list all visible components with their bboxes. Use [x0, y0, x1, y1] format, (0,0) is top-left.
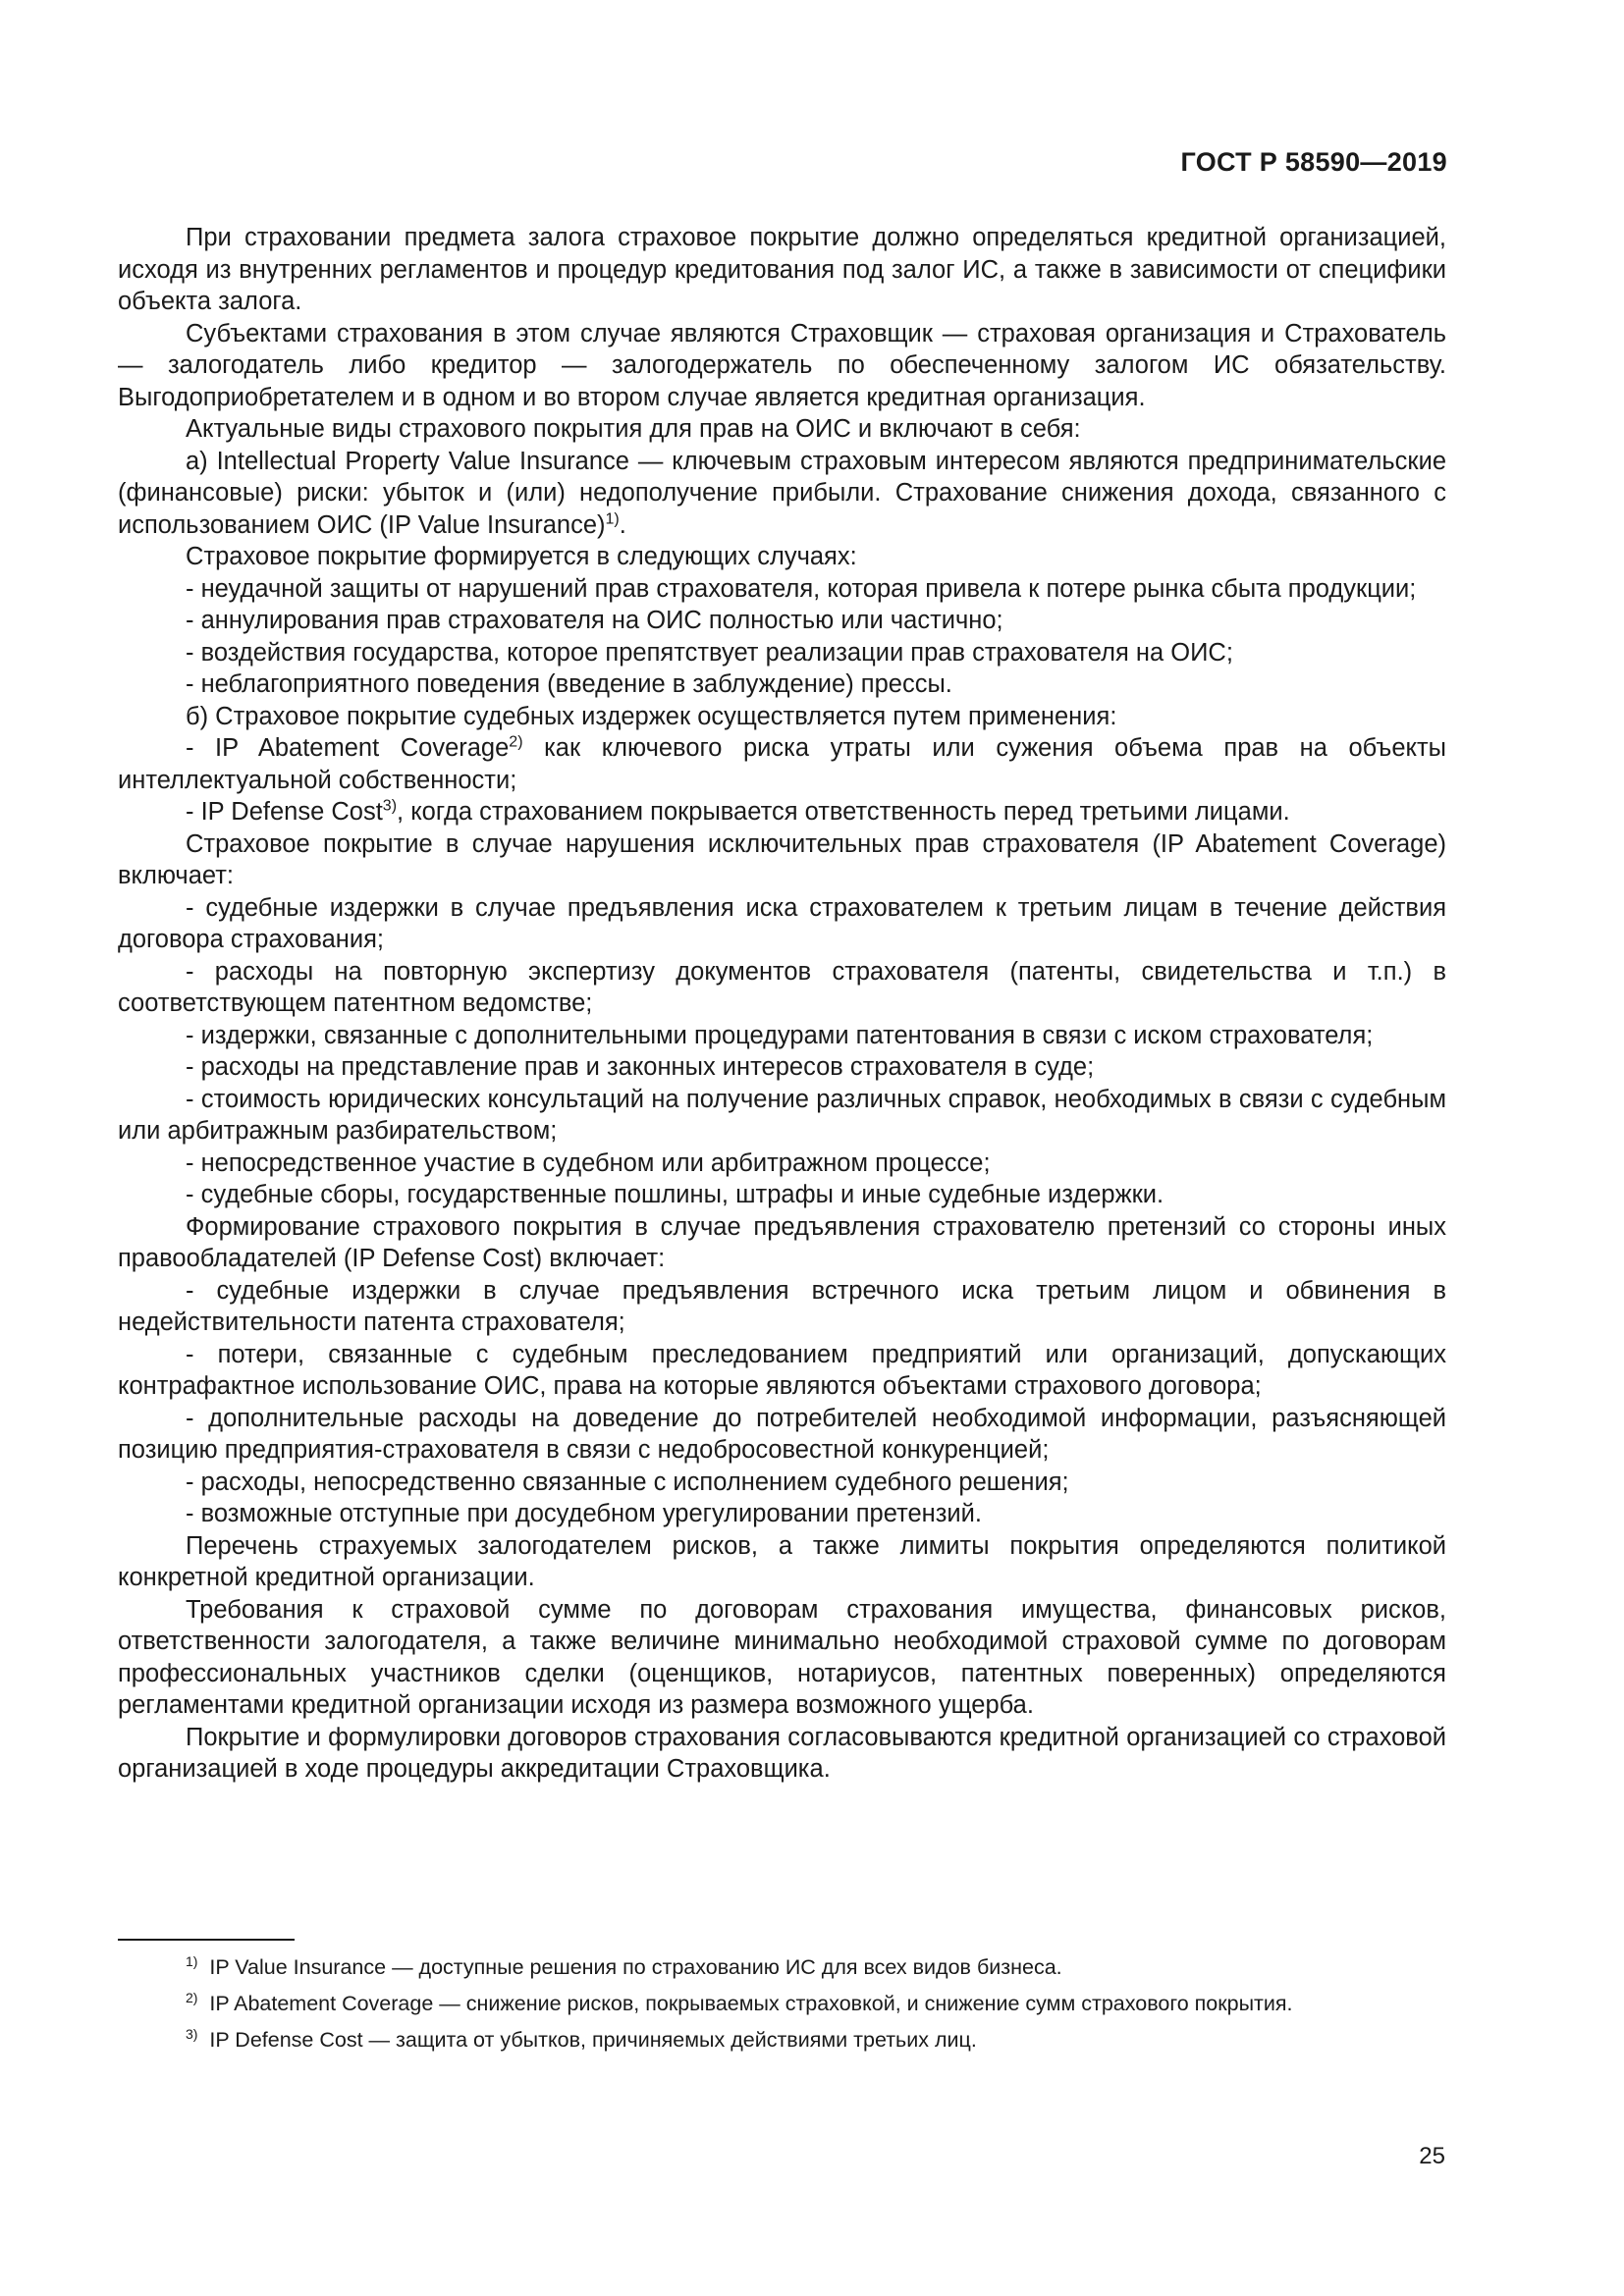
footnote-mark: 3) — [186, 2025, 198, 2042]
footnote — [118, 1990, 1446, 2018]
paragraph-text-continued: . — [619, 510, 626, 539]
paragraph-text: - судебные издержки в случае предъявления иска страхователем к третьим лицам в течение действия договора страхования; — [118, 893, 1446, 953]
paragraph — [118, 446, 1446, 542]
paragraph — [118, 1722, 1446, 1786]
paragraph-text: - аннулирования прав страхователя на ОИС полностью или частично; — [186, 607, 1003, 634]
paragraph-text: б) Страховое покрытие судебных издержек осуществляется путем применения: — [186, 702, 1117, 730]
paragraph — [118, 1051, 1446, 1084]
paragraph-text: При страховании предмета залога страховое покрытие должно определяться кредитной организацией, исходя из внутренних регламентов и процедур кредитования под залог ИС, а также в зависимости от специфики объекта залога. — [118, 224, 1446, 315]
footnote-reference: 3) — [382, 797, 398, 815]
paragraph-text: - IP Defense Cost — [186, 798, 383, 826]
paragraph-text: - возможные отступные при досудебном урегулировании претензий. — [186, 1500, 982, 1527]
paragraph-text: - дополнительные расходы на доведение до потребителей необходимой информации, разъясняющей позицию предприятия-страхователя в связи с недобросовестной конкуренцией; — [118, 1404, 1446, 1464]
footnote-reference: 1) — [605, 510, 620, 527]
body-text — [118, 222, 1446, 1786]
paragraph — [118, 1498, 1446, 1530]
footnote-text: IP Defense Cost — защита от убытков, причиняемых действиями третьих лиц. — [209, 2028, 977, 2052]
paragraph-text-continued: как ключевого риска утраты или сужения объема прав на объекты интеллектуальной собственности; — [118, 734, 1446, 794]
paragraph — [118, 1530, 1446, 1594]
paragraph — [118, 956, 1446, 1020]
paragraph-text: Требования к страховой сумме по договорам страхования имущества, финансовых рисков, ответственности залогодателя, а также величине минимально необходимой страховой сумме по договорам профессиональных участников сделки (оценщиков, нотариусов, патентных поверенных) определяются регламентами кредитной организации исходя из размера возможного ущерба. — [118, 1595, 1446, 1719]
paragraph-text: - расходы на представление прав и законных интересов страхователя в суде; — [186, 1053, 1095, 1081]
footnote-separator — [118, 1939, 295, 1941]
footnote-reference: 2) — [509, 733, 523, 751]
paragraph — [118, 318, 1446, 414]
paragraph-text: Субъектами страхования в этом случае являются Страховщик — страховая организация и Страхователь — залогодатель либо кредитор — залогодержатель по обеспеченному залогом ИС обязательству. Выгодоприобретателем и в одном и во втором случае является кредитная организация. — [118, 319, 1446, 411]
paragraph-text: - неблагоприятного поведения (введение в заблуждение) прессы. — [186, 670, 952, 698]
paragraph-text: - воздействия государства, которое препятствует реализации прав страхователя на ОИС; — [186, 638, 1233, 667]
paragraph — [118, 637, 1446, 669]
paragraph-text: - потери, связанные с судебным преследованием предприятий или организаций, допускающих контрафактное использование ОИС, права на которые являются объектами страхового договора; — [118, 1340, 1446, 1400]
paragraph-text: Перечень страхуемых залогодателем рисков, а также лимиты покрытия определяются политикой конкретной кредитной организации. — [118, 1531, 1446, 1591]
paragraph — [118, 1339, 1446, 1403]
paragraph — [118, 1148, 1446, 1180]
paragraph — [118, 1467, 1446, 1499]
paragraph — [118, 1211, 1446, 1275]
paragraph-text: - издержки, связанные с дополнительными процедурами патентования в связи с иском страхователя; — [186, 1021, 1374, 1049]
paragraph-text: - непосредственное участие в судебном или арбитражном процессе; — [186, 1148, 991, 1177]
document-code-header: ГОСТ Р 58590—2019 — [1180, 147, 1447, 177]
paragraph — [118, 573, 1446, 606]
paragraph — [118, 1594, 1446, 1722]
paragraph — [118, 413, 1446, 446]
footnotes — [118, 1953, 1446, 2062]
paragraph-text-continued: , когда страхованием покрывается ответственность перед третьими лицами. — [397, 798, 1290, 826]
paragraph — [118, 732, 1446, 796]
paragraph — [118, 1179, 1446, 1211]
footnote — [118, 1953, 1446, 1982]
paragraph-text: а) Intellectual Property Value Insurance — ключевым страховым интересом являются предпринимательские (финансовые) риски: убыток и (или) недополучение прибыли. Страхование снижения дохода, связанного с использованием ОИС (IP Value Insurance) — [118, 447, 1446, 539]
page-number: 25 — [1419, 2143, 1445, 2169]
paragraph — [118, 796, 1446, 828]
paragraph-text: - расходы, непосредственно связанные с исполнением судебного решения; — [186, 1468, 1069, 1496]
paragraph-text: Страховое покрытие формируется в следующих случаях: — [186, 543, 857, 570]
paragraph-text: - судебные сборы, государственные пошлины, штрафы и иные судебные издержки. — [186, 1181, 1164, 1208]
paragraph — [118, 701, 1446, 733]
paragraph — [118, 892, 1446, 956]
paragraph-text: - стоимость юридических консультаций на получение различных справок, необходимых в связи с судебным или арбитражным разбирательством; — [118, 1085, 1446, 1145]
footnote-text: IP Abatement Coverage — снижение рисков, покрываемых страховкой, и снижение сумм страхового покрытия. — [209, 1992, 1293, 2015]
paragraph-text: - расходы на повторную экспертизу документов страхователя (патенты, свидетельства и т.п.) в соответствующем патентном ведомстве; — [118, 957, 1446, 1017]
paragraph — [118, 1403, 1446, 1467]
footnote — [118, 2026, 1446, 2055]
footnote-text: IP Value Insurance — доступные решения по страхованию ИС для всех видов бизнеса. — [209, 1955, 1062, 1979]
paragraph-text: - неудачной защиты от нарушений прав страхователя, которая привела к потере рынка сбыта продукции; — [186, 574, 1417, 603]
paragraph-text: Актуальные виды страхового покрытия для прав на ОИС и включают в себя: — [186, 415, 1081, 443]
paragraph-text: Формирование страхового покрытия в случае предъявления страхователю претензий со стороны иных правообладателей (IP Defense Cost) включает: — [118, 1212, 1446, 1272]
paragraph — [118, 541, 1446, 573]
paragraph — [118, 1020, 1446, 1052]
paragraph — [118, 1084, 1446, 1148]
paragraph-text: - судебные издержки в случае предъявления встречного иска третьим лицом и обвинения в недействительности патента страхователя; — [118, 1276, 1446, 1336]
paragraph — [118, 222, 1446, 318]
footnote-mark: 1) — [186, 1952, 198, 1969]
paragraph — [118, 668, 1446, 701]
paragraph-text: Покрытие и формулировки договоров страхования согласовываются кредитной организацией со страховой организацией в ходе процедуры аккредитации Страховщика. — [118, 1723, 1446, 1783]
footnote-mark: 2) — [186, 1989, 198, 2005]
paragraph — [118, 605, 1446, 637]
paragraph-text: - IP Abatement Coverage — [186, 734, 510, 762]
paragraph — [118, 828, 1446, 892]
paragraph — [118, 1275, 1446, 1339]
paragraph-text: Страховое покрытие в случае нарушения исключительных прав страхователя (IP Abatement Coverage) включает: — [118, 829, 1446, 889]
